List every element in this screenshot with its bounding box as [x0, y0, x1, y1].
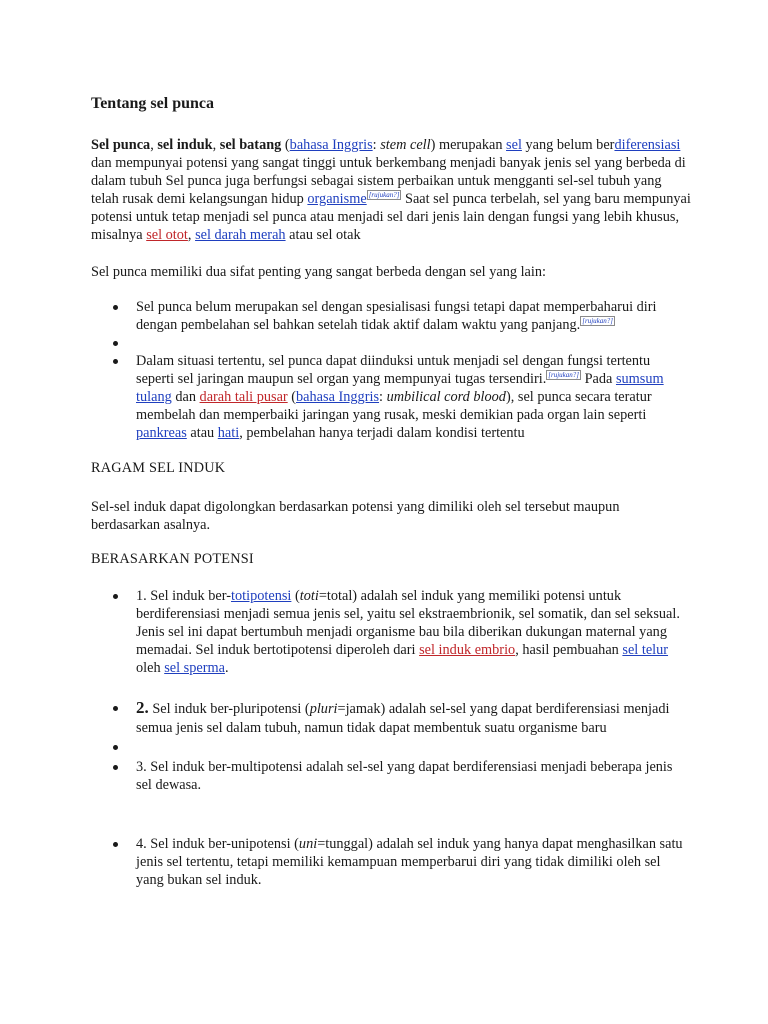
link-darah-tali-pusar[interactable]: darah tali pusar [199, 389, 288, 405]
link-sel-induk-embrio[interactable]: sel induk embrio [419, 642, 516, 658]
list-item: 1. Sel induk ber-totipotensi (toti=total) adalah sel induk yang memiliki potensi untuk berdiferensiasi menjadi semua jenis sel, yaitu sel ekstraembrionik, sel somatik, dan sel seksual. Jenis sel ini dapat bertumbuh menjadi organisme bau bila diberikan dukungan maternal yang memadai. Sel induk bertotipotensi diperoleh dari sel induk embrio, hasil pembuahan sel telur oleh sel sperma. [91, 587, 691, 677]
list-item-empty [91, 738, 691, 758]
potency-list-3 [91, 835, 691, 889]
link-totipotensi[interactable]: totipotensi [231, 588, 292, 604]
citation-needed-link[interactable]: [rujukan?] [368, 191, 400, 200]
link-organisme[interactable]: organisme [307, 191, 367, 207]
term-sel-induk: sel induk [157, 137, 213, 153]
bullet-dot [113, 842, 118, 847]
term-umbilical-cord-blood: umbilical cord blood [386, 389, 506, 405]
term-stem-cell: stem cell [380, 137, 431, 153]
bullet-dot [113, 341, 118, 346]
citation-needed-link[interactable]: [rujukan?] [548, 371, 580, 380]
link-sel-otot[interactable]: sel otot [146, 227, 188, 243]
link-hati[interactable]: hati [217, 425, 240, 441]
section-heading-ragam: RAGAM SEL INDUK [91, 460, 226, 476]
properties-intro: Sel punca memiliki dua sifat penting yang sangat berbeda dengan sel yang lain: [91, 264, 546, 280]
term-sel-punca: Sel punca [91, 137, 151, 153]
link-bahasa-inggris[interactable]: bahasa Inggris [289, 137, 373, 153]
link-diferensiasi[interactable]: diferensiasi [614, 137, 681, 153]
section-heading-potensi: BERASARKAN POTENSI [91, 551, 254, 567]
list-item: Sel punca belum merupakan sel dengan spesialisasi fungsi tetapi dapat memperbaharui diri dengan pembelahan sel bahkan setelah tidak aktif dalam waktu yang panjang. [rujukan?] [91, 298, 691, 334]
term-sel-batang: sel batang [219, 137, 282, 153]
link-sel-telur[interactable]: sel telur [622, 642, 669, 658]
bullet-dot [113, 706, 118, 711]
list-item-empty [91, 334, 691, 352]
potency-list-1 [91, 587, 691, 677]
properties-list [91, 298, 691, 442]
link-sumsum-tulang[interactable]: sumsum tulang [136, 371, 664, 405]
link-sel-sperma[interactable]: sel sperma [164, 660, 225, 676]
bullet-dot [113, 359, 118, 364]
bullet-dot [113, 305, 118, 310]
list-item: 2. Sel induk ber-pluripotensi (pluri=jamak) adalah sel-sel yang dapat berdiferensiasi menjadi semua jenis sel dalam tubuh, namun tidak dapat membentuk suatu organisme baru [91, 698, 691, 738]
potency-list-2 [91, 698, 691, 794]
page-title: Tentang sel punca [91, 95, 214, 112]
bullet-dot [113, 745, 118, 750]
classification-paragraph: Sel-sel induk dapat digolongkan berdasarkan potensi yang dimiliki oleh sel tersebut maupun berdasarkan asalnya. [91, 499, 620, 533]
link-pankreas[interactable]: pankreas [136, 425, 187, 441]
link-sel[interactable]: sel [506, 137, 522, 153]
bullet-dot [113, 765, 118, 770]
bullet-dot [113, 594, 118, 599]
link-bahasa-inggris[interactable]: bahasa Inggris [296, 389, 380, 405]
citation-needed-link[interactable]: [rujukan?] [582, 317, 613, 326]
list-item: 4. Sel induk ber-unipotensi (uni=tunggal) adalah sel induk yang hanya dapat menghasilkan satu jenis sel tertentu, tetapi memiliki kemampuan memperbarui diri yang tidak dimiliki oleh sel yang bukan sel induk. [91, 835, 691, 889]
intro-paragraph: Sel punca, sel induk, sel batang (bahasa Inggris: stem cell) merupakan sel yang belum berdiferensiasi dan mempunyai potensi yang sangat tinggi untuk berkembang menjadi banyak jenis sel yang berbeda di dalam tubuh Sel punca juga berfungsi sebagai sistem perbaikan untuk mengganti sel-sel tubuh yang telah rusak demi kelangsungan hidup organisme [rujukan?] Saat sel punca terbelah, sel yang baru mempunyai potensi untuk tetap menjadi sel punca atau menjadi sel dari jenis lain dengan fungsi yang lebih khusus, misalnya sel otot, sel darah merah atau sel otak [91, 137, 691, 243]
link-sel-darah-merah[interactable]: sel darah merah [195, 227, 286, 243]
list-item: Dalam situasi tertentu, sel punca dapat diinduksi untuk menjadi sel dengan fungsi tertentu seperti sel jaringan maupun sel organ yang mempunyai tugas tersendiri. [rujukan?] Pada sumsum tulang dan darah tali pusar (bahasa Inggris: umbilical cord blood), sel punca secara teratur membelah dan memperbaiki jaringan yang rusak, meski demikian pada organ lain seperti pankreas atau hati, pembelahan hanya terjadi dalam kondisi tertentu [91, 352, 691, 442]
list-item: 3. Sel induk ber-multipotensi adalah sel-sel yang dapat berdiferensiasi menjadi beberapa jenis sel dewasa. [91, 758, 691, 794]
